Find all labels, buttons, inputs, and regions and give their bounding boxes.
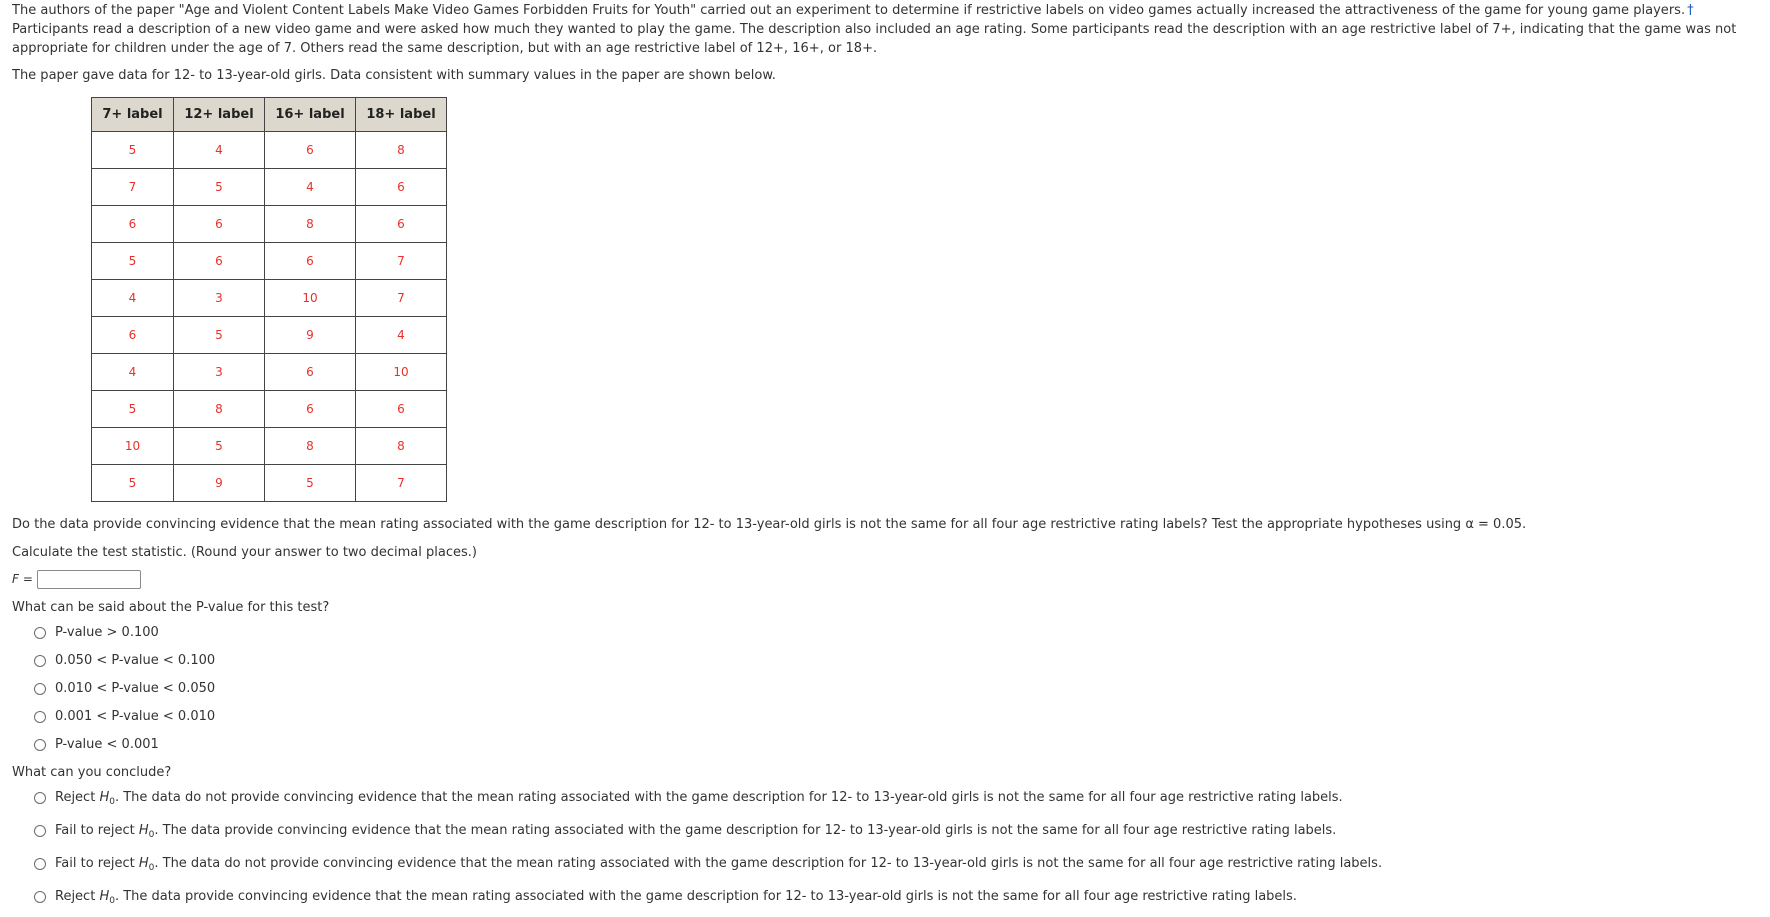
hypothesis-subscript: 0 xyxy=(109,896,115,906)
f-statistic-row xyxy=(12,567,1767,591)
pvalue-option-label: 0.001 < P-value < 0.010 xyxy=(55,709,216,724)
pvalue-option-label: P-value > 0.100 xyxy=(55,625,159,640)
table-row xyxy=(92,169,447,206)
table-cell: 5 xyxy=(174,428,265,465)
table-row xyxy=(92,317,447,354)
table-cell: 6 xyxy=(356,206,447,243)
pvalue-option[interactable] xyxy=(34,651,1767,670)
table-cell: 8 xyxy=(265,206,356,243)
main-question-text: Do the data provide convincing evidence that the mean rating associated with the game description for 12- to 13-year-old girls is not the same for all four age restrictive rating labels? Test the appropriate hypotheses using α = 0.05. xyxy=(12,517,1527,532)
table-cell: 10 xyxy=(92,428,174,465)
table-row xyxy=(92,132,447,169)
table-cell: 7 xyxy=(356,465,447,502)
footnote-dagger-link[interactable]: † xyxy=(1687,3,1694,18)
pvalue-option[interactable] xyxy=(34,623,1767,642)
main-question xyxy=(12,516,1767,534)
table-cell: 5 xyxy=(92,132,174,169)
conclude-option-rest: . The data do not provide convincing evidence that the mean rating associated with the game description for 12- to 13-year-old girls is not the same for all four age restrictive rating labels. xyxy=(154,856,1383,871)
table-cell: 6 xyxy=(92,206,174,243)
radio-button[interactable] xyxy=(34,825,46,837)
table-cell: 5 xyxy=(92,391,174,428)
table-cell: 6 xyxy=(174,243,265,280)
f-label: F xyxy=(12,572,19,586)
pvalue-option-label: 0.050 < P-value < 0.100 xyxy=(55,653,216,668)
table-cell: 5 xyxy=(265,465,356,502)
table-cell: 4 xyxy=(174,132,265,169)
conclude-option[interactable] xyxy=(34,854,1767,873)
question-page xyxy=(12,0,1767,906)
table-cell: 3 xyxy=(174,354,265,391)
table-cell: 6 xyxy=(356,391,447,428)
pvalue-option-label: P-value < 0.001 xyxy=(55,737,159,752)
intro-text: The authors of the paper "Age and Violent Content Labels Make Video Games Forbidden Fruits for Youth" carried out an experiment to determine if restrictive labels on video games actually increased the attractiveness of the game for young game players. xyxy=(12,3,1686,18)
radio-button[interactable] xyxy=(34,683,46,695)
hypothesis-subscript: 0 xyxy=(148,830,155,840)
hypothesis-subscript: 0 xyxy=(148,863,155,873)
table-cell: 4 xyxy=(356,317,447,354)
table-cell: 9 xyxy=(174,465,265,502)
conclude-option-label xyxy=(55,889,1297,904)
table-row xyxy=(92,391,447,428)
conclude-option-lead: Reject xyxy=(55,889,96,904)
conclude-option-label xyxy=(55,790,1343,805)
conclude-option[interactable] xyxy=(34,887,1767,906)
conclude-option-label xyxy=(55,856,1382,871)
table-cell: 10 xyxy=(356,354,447,391)
table-row xyxy=(92,428,447,465)
table-row xyxy=(92,465,447,502)
column-header: 7+ label xyxy=(92,98,174,132)
radio-button[interactable] xyxy=(34,655,46,667)
hypothesis-symbol: H xyxy=(99,889,110,904)
table-cell: 6 xyxy=(265,132,356,169)
pvalue-question xyxy=(12,599,1767,617)
conclude-options xyxy=(12,788,1767,906)
pvalue-option[interactable] xyxy=(34,679,1767,698)
table-cell: 6 xyxy=(174,206,265,243)
conclude-option-rest: . The data do not provide convincing evidence that the mean rating associated with the game description for 12- to 13-year-old girls is not the same for all four age restrictive rating labels. xyxy=(114,790,1343,805)
table-cell: 4 xyxy=(265,169,356,206)
table-cell: 5 xyxy=(92,465,174,502)
hypothesis-symbol: H xyxy=(138,856,149,871)
table-cell: 8 xyxy=(265,428,356,465)
conclude-option-label xyxy=(55,823,1336,838)
conclude-option-rest: . The data provide convincing evidence that the mean rating associated with the game description for 12- to 13-year-old girls is not the same for all four age restrictive rating labels. xyxy=(154,823,1337,838)
radio-button[interactable] xyxy=(34,891,46,903)
table-cell: 5 xyxy=(174,169,265,206)
data-table xyxy=(91,97,447,502)
calc-prompt: Calculate the test statistic. (Round your answer to two decimal places.) xyxy=(12,545,477,560)
table-cell: 3 xyxy=(174,280,265,317)
table-row xyxy=(92,243,447,280)
conclude-option[interactable] xyxy=(34,821,1767,840)
hypothesis-symbol: H xyxy=(99,790,110,805)
hypothesis-subscript: 0 xyxy=(109,797,115,807)
conclude-option-lead: Fail to reject xyxy=(55,823,135,838)
table-cell: 7 xyxy=(356,280,447,317)
hypothesis-symbol: H xyxy=(138,823,149,838)
table-cell: 6 xyxy=(265,391,356,428)
table-cell: 6 xyxy=(265,243,356,280)
table-cell: 5 xyxy=(174,317,265,354)
pvalue-question-text: What can be said about the P-value for this test? xyxy=(12,600,330,615)
intro-paragraph xyxy=(12,1,1767,58)
table-cell: 6 xyxy=(92,317,174,354)
table-cell: 6 xyxy=(265,354,356,391)
intro-text-continued: Participants read a description of a new video game and were asked how much they wanted to play the game. The description also included an age rating. Some participants read the description with an age restrictive label of 7+, indicating that the game was not appropriate for children under the age of 7. Others read the same description, but with an age restrictive label of 12+, 16+, or 18+. xyxy=(12,22,1737,56)
conclude-option[interactable] xyxy=(34,788,1767,807)
f-statistic-input[interactable] xyxy=(37,570,141,589)
radio-button[interactable] xyxy=(34,627,46,639)
table-row xyxy=(92,206,447,243)
table-cell: 10 xyxy=(265,280,356,317)
table-row xyxy=(92,280,447,317)
table-cell: 8 xyxy=(356,132,447,169)
conclude-option-lead: Reject xyxy=(55,790,96,805)
pvalue-option[interactable] xyxy=(34,735,1767,754)
conclude-option-lead: Fail to reject xyxy=(55,856,135,871)
table-header-row xyxy=(92,98,447,132)
table-cell: 9 xyxy=(265,317,356,354)
table-cell: 6 xyxy=(356,169,447,206)
table-cell: 7 xyxy=(356,243,447,280)
table-row xyxy=(92,354,447,391)
table-cell: 4 xyxy=(92,280,174,317)
data-intro: The paper gave data for 12- to 13-year-old girls. Data consistent with summary values in the paper are shown below. xyxy=(12,68,776,83)
column-header: 12+ label xyxy=(174,98,265,132)
radio-button[interactable] xyxy=(34,858,46,870)
column-header: 18+ label xyxy=(356,98,447,132)
radio-button[interactable] xyxy=(34,711,46,723)
pvalue-options xyxy=(12,623,1767,754)
conclude-option-rest: . The data provide convincing evidence that the mean rating associated with the game description for 12- to 13-year-old girls is not the same for all four age restrictive rating labels. xyxy=(114,889,1297,904)
radio-button[interactable] xyxy=(34,792,46,804)
pvalue-option[interactable] xyxy=(34,707,1767,726)
table-cell: 7 xyxy=(92,169,174,206)
pvalue-option-label: 0.010 < P-value < 0.050 xyxy=(55,681,216,696)
f-equals: = xyxy=(22,572,33,586)
table-cell: 5 xyxy=(92,243,174,280)
table-cell: 4 xyxy=(92,354,174,391)
table-cell: 8 xyxy=(174,391,265,428)
radio-button[interactable] xyxy=(34,739,46,751)
table-cell: 8 xyxy=(356,428,447,465)
column-header: 16+ label xyxy=(265,98,356,132)
conclude-question: What can you conclude? xyxy=(12,765,172,780)
